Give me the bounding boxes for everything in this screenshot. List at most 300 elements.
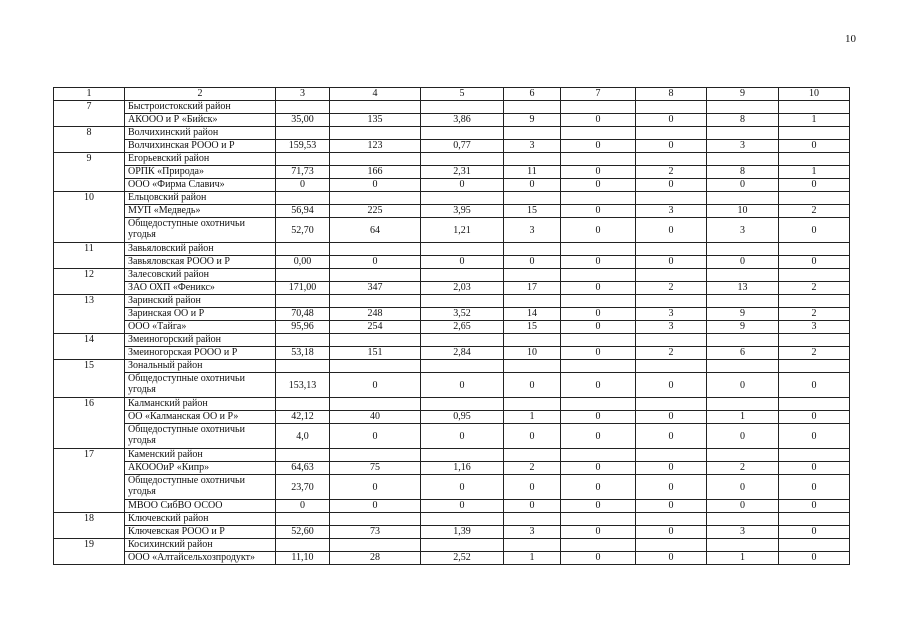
column-number-header: 4: [330, 88, 421, 101]
value-cell-col-4: 28: [330, 552, 421, 565]
value-cell-col-3: 35,00: [276, 114, 330, 127]
empty-cell: [330, 192, 421, 205]
value-cell-col-7: 0: [561, 321, 636, 334]
value-cell-col-5: 0: [421, 256, 504, 269]
value-cell-col-10: 0: [779, 500, 850, 513]
empty-cell: [330, 153, 421, 166]
value-cell-col-9: 10: [707, 205, 779, 218]
organization-name: Волчихинская РООО и Р: [125, 140, 276, 153]
value-cell-col-5: 2,52: [421, 552, 504, 565]
empty-cell: [636, 127, 707, 140]
empty-cell: [779, 153, 850, 166]
value-cell-col-3: 153,13: [276, 373, 330, 398]
value-cell-col-3: 53,18: [276, 347, 330, 360]
district-name: Завьяловский район: [125, 243, 276, 256]
value-cell-col-8: 0: [636, 114, 707, 127]
empty-cell: [561, 398, 636, 411]
value-cell-col-10: 0: [779, 218, 850, 243]
value-cell-col-8: 3: [636, 321, 707, 334]
data-table: [53, 87, 850, 565]
district-row: [54, 101, 850, 114]
empty-cell: [276, 269, 330, 282]
value-cell-col-4: 0: [330, 179, 421, 192]
value-cell-col-4: 166: [330, 166, 421, 179]
district-name: Заринский район: [125, 295, 276, 308]
empty-cell: [504, 101, 561, 114]
value-cell-col-6: 9: [504, 114, 561, 127]
empty-cell: [707, 513, 779, 526]
empty-cell: [421, 295, 504, 308]
empty-cell: [636, 153, 707, 166]
header-row: [54, 88, 850, 101]
organization-name: Ключевская РООО и Р: [125, 526, 276, 539]
district-row: [54, 513, 850, 526]
organization-name: ОО «Калманская ОО и Р»: [125, 411, 276, 424]
column-number-header: 7: [561, 88, 636, 101]
column-number-header: 9: [707, 88, 779, 101]
empty-cell: [504, 360, 561, 373]
value-cell-col-3: 71,73: [276, 166, 330, 179]
value-cell-col-8: 0: [636, 218, 707, 243]
value-cell-col-9: 3: [707, 140, 779, 153]
table-row: [54, 179, 850, 192]
organization-name: Общедоступные охотничьи угодья: [125, 218, 276, 243]
empty-cell: [707, 153, 779, 166]
organization-name: ОРПК «Природа»: [125, 166, 276, 179]
empty-cell: [330, 513, 421, 526]
column-number-header: 2: [125, 88, 276, 101]
value-cell-col-5: 3,86: [421, 114, 504, 127]
empty-cell: [504, 539, 561, 552]
value-cell-col-4: 254: [330, 321, 421, 334]
value-cell-col-8: 2: [636, 347, 707, 360]
value-cell-col-5: 3,52: [421, 308, 504, 321]
value-cell-col-8: 0: [636, 424, 707, 449]
empty-cell: [504, 513, 561, 526]
value-cell-col-10: 3: [779, 321, 850, 334]
table-row: [54, 166, 850, 179]
table-row: [54, 321, 850, 334]
empty-cell: [330, 269, 421, 282]
empty-cell: [707, 295, 779, 308]
value-cell-col-9: 13: [707, 282, 779, 295]
district-name: Каменский район: [125, 449, 276, 462]
empty-cell: [276, 295, 330, 308]
value-cell-col-4: 40: [330, 411, 421, 424]
district-row: [54, 153, 850, 166]
district-row: [54, 192, 850, 205]
organization-name: МВОО СибВО ОСОО: [125, 500, 276, 513]
value-cell-col-8: 0: [636, 373, 707, 398]
value-cell-col-9: 0: [707, 424, 779, 449]
table-row: [54, 500, 850, 513]
value-cell-col-4: 123: [330, 140, 421, 153]
empty-cell: [504, 398, 561, 411]
value-cell-col-10: 0: [779, 256, 850, 269]
value-cell-col-4: 75: [330, 462, 421, 475]
value-cell-col-3: 95,96: [276, 321, 330, 334]
empty-cell: [330, 449, 421, 462]
empty-cell: [779, 513, 850, 526]
organization-name: ЗАО ОХП «Феникс»: [125, 282, 276, 295]
row-number: 14: [54, 334, 125, 360]
organization-name: ООО «Фирма Славич»: [125, 179, 276, 192]
value-cell-col-8: 0: [636, 526, 707, 539]
column-number-header: 10: [779, 88, 850, 101]
row-number: 12: [54, 269, 125, 295]
empty-cell: [779, 269, 850, 282]
table-row: [54, 424, 850, 449]
empty-cell: [421, 334, 504, 347]
empty-cell: [779, 398, 850, 411]
empty-cell: [636, 334, 707, 347]
empty-cell: [421, 513, 504, 526]
empty-cell: [421, 101, 504, 114]
empty-cell: [421, 398, 504, 411]
empty-cell: [504, 334, 561, 347]
value-cell-col-6: 15: [504, 205, 561, 218]
value-cell-col-6: 3: [504, 140, 561, 153]
value-cell-col-7: 0: [561, 526, 636, 539]
value-cell-col-6: 17: [504, 282, 561, 295]
value-cell-col-5: 0,95: [421, 411, 504, 424]
empty-cell: [779, 334, 850, 347]
empty-cell: [779, 295, 850, 308]
value-cell-col-9: 3: [707, 526, 779, 539]
empty-cell: [421, 539, 504, 552]
value-cell-col-6: 2: [504, 462, 561, 475]
district-name: Ключевский район: [125, 513, 276, 526]
empty-cell: [561, 449, 636, 462]
value-cell-col-6: 3: [504, 526, 561, 539]
value-cell-col-10: 0: [779, 179, 850, 192]
value-cell-col-10: 2: [779, 205, 850, 218]
value-cell-col-3: 159,53: [276, 140, 330, 153]
empty-cell: [707, 101, 779, 114]
empty-cell: [636, 295, 707, 308]
value-cell-col-7: 0: [561, 114, 636, 127]
value-cell-col-6: 0: [504, 475, 561, 500]
table-row: [54, 347, 850, 360]
empty-cell: [330, 127, 421, 140]
value-cell-col-3: 52,70: [276, 218, 330, 243]
table-row: [54, 552, 850, 565]
table-row: [54, 218, 850, 243]
value-cell-col-6: 3: [504, 218, 561, 243]
value-cell-col-8: 0: [636, 411, 707, 424]
empty-cell: [504, 449, 561, 462]
value-cell-col-4: 0: [330, 373, 421, 398]
organization-name: АКОООиР «Кипр»: [125, 462, 276, 475]
table-row: [54, 114, 850, 127]
empty-cell: [707, 334, 779, 347]
organization-name: Общедоступные охотничьи угодья: [125, 475, 276, 500]
row-number: 9: [54, 153, 125, 192]
empty-cell: [707, 539, 779, 552]
row-number: 19: [54, 539, 125, 565]
value-cell-col-9: 0: [707, 179, 779, 192]
empty-cell: [330, 101, 421, 114]
value-cell-col-7: 0: [561, 462, 636, 475]
empty-cell: [276, 539, 330, 552]
empty-cell: [779, 243, 850, 256]
value-cell-col-3: 23,70: [276, 475, 330, 500]
value-cell-col-10: 0: [779, 140, 850, 153]
value-cell-col-7: 0: [561, 347, 636, 360]
table-row: [54, 205, 850, 218]
empty-cell: [561, 127, 636, 140]
value-cell-col-9: 2: [707, 462, 779, 475]
empty-cell: [330, 334, 421, 347]
organization-name: МУП «Медведь»: [125, 205, 276, 218]
value-cell-col-10: 1: [779, 166, 850, 179]
table-row: [54, 475, 850, 500]
value-cell-col-5: 0: [421, 475, 504, 500]
value-cell-col-9: 0: [707, 256, 779, 269]
value-cell-col-5: 0,77: [421, 140, 504, 153]
value-cell-col-9: 8: [707, 114, 779, 127]
organization-name: ООО «Алтайсельхозпродукт»: [125, 552, 276, 565]
row-number: 17: [54, 449, 125, 513]
organization-name: Завьяловская РООО и Р: [125, 256, 276, 269]
value-cell-col-10: 0: [779, 526, 850, 539]
empty-cell: [561, 334, 636, 347]
value-cell-col-8: 0: [636, 256, 707, 269]
value-cell-col-10: 0: [779, 411, 850, 424]
value-cell-col-5: 0: [421, 500, 504, 513]
district-row: [54, 334, 850, 347]
value-cell-col-5: 3,95: [421, 205, 504, 218]
empty-cell: [779, 101, 850, 114]
empty-cell: [276, 334, 330, 347]
district-name: Залесовский район: [125, 269, 276, 282]
empty-cell: [276, 243, 330, 256]
district-name: Калманский район: [125, 398, 276, 411]
column-number-header: 6: [504, 88, 561, 101]
value-cell-col-6: 1: [504, 552, 561, 565]
column-number-header: 3: [276, 88, 330, 101]
value-cell-col-9: 9: [707, 321, 779, 334]
empty-cell: [561, 101, 636, 114]
empty-cell: [779, 449, 850, 462]
row-number: 15: [54, 360, 125, 398]
value-cell-col-8: 0: [636, 552, 707, 565]
empty-cell: [421, 449, 504, 462]
value-cell-col-7: 0: [561, 205, 636, 218]
empty-cell: [421, 360, 504, 373]
value-cell-col-10: 2: [779, 308, 850, 321]
organization-name: АКОOO и Р «Бийск»: [125, 114, 276, 127]
value-cell-col-3: 0: [276, 500, 330, 513]
empty-cell: [330, 243, 421, 256]
empty-cell: [504, 153, 561, 166]
value-cell-col-8: 0: [636, 462, 707, 475]
empty-cell: [707, 192, 779, 205]
empty-cell: [779, 192, 850, 205]
value-cell-col-5: 2,84: [421, 347, 504, 360]
value-cell-col-3: 56,94: [276, 205, 330, 218]
value-cell-col-10: 0: [779, 475, 850, 500]
value-cell-col-3: 64,63: [276, 462, 330, 475]
empty-cell: [636, 398, 707, 411]
empty-cell: [561, 513, 636, 526]
value-cell-col-8: 2: [636, 166, 707, 179]
row-number: 10: [54, 192, 125, 243]
table-row: [54, 308, 850, 321]
value-cell-col-5: 2,03: [421, 282, 504, 295]
value-cell-col-8: 2: [636, 282, 707, 295]
value-cell-col-6: 0: [504, 256, 561, 269]
empty-cell: [421, 192, 504, 205]
value-cell-col-5: 1,39: [421, 526, 504, 539]
value-cell-col-4: 0: [330, 500, 421, 513]
value-cell-col-7: 0: [561, 166, 636, 179]
column-number-header: 1: [54, 88, 125, 101]
table-row: [54, 256, 850, 269]
empty-cell: [276, 153, 330, 166]
value-cell-col-5: 0: [421, 179, 504, 192]
value-cell-col-8: 0: [636, 140, 707, 153]
district-row: [54, 127, 850, 140]
empty-cell: [330, 539, 421, 552]
organization-name: Заринская ОО и Р: [125, 308, 276, 321]
value-cell-col-3: 52,60: [276, 526, 330, 539]
empty-cell: [421, 269, 504, 282]
district-row: [54, 398, 850, 411]
value-cell-col-6: 0: [504, 500, 561, 513]
value-cell-col-5: 1,21: [421, 218, 504, 243]
empty-cell: [276, 513, 330, 526]
empty-cell: [636, 539, 707, 552]
value-cell-col-8: 3: [636, 308, 707, 321]
district-row: [54, 243, 850, 256]
value-cell-col-9: 8: [707, 166, 779, 179]
column-number-header: 5: [421, 88, 504, 101]
empty-cell: [636, 101, 707, 114]
district-name: Змеиногорский район: [125, 334, 276, 347]
empty-cell: [636, 449, 707, 462]
district-name: Косихинский район: [125, 539, 276, 552]
empty-cell: [561, 243, 636, 256]
empty-cell: [276, 398, 330, 411]
value-cell-col-6: 1: [504, 411, 561, 424]
empty-cell: [421, 153, 504, 166]
value-cell-col-9: 3: [707, 218, 779, 243]
value-cell-col-6: 11: [504, 166, 561, 179]
empty-cell: [504, 243, 561, 256]
value-cell-col-10: 0: [779, 462, 850, 475]
value-cell-col-4: 225: [330, 205, 421, 218]
district-row: [54, 449, 850, 462]
district-row: [54, 295, 850, 308]
organization-name: ООО «Тайга»: [125, 321, 276, 334]
table-row: [54, 462, 850, 475]
value-cell-col-3: 171,00: [276, 282, 330, 295]
table-row: [54, 411, 850, 424]
empty-cell: [561, 192, 636, 205]
value-cell-col-7: 0: [561, 256, 636, 269]
value-cell-col-5: 2,65: [421, 321, 504, 334]
value-cell-col-6: 10: [504, 347, 561, 360]
empty-cell: [561, 360, 636, 373]
empty-cell: [561, 153, 636, 166]
table-row: [54, 140, 850, 153]
value-cell-col-9: 0: [707, 475, 779, 500]
empty-cell: [421, 127, 504, 140]
value-cell-col-5: 2,31: [421, 166, 504, 179]
value-cell-col-10: 0: [779, 373, 850, 398]
empty-cell: [421, 243, 504, 256]
value-cell-col-7: 0: [561, 500, 636, 513]
table-row: [54, 282, 850, 295]
row-number: 7: [54, 101, 125, 127]
empty-cell: [330, 360, 421, 373]
empty-cell: [707, 398, 779, 411]
district-name: Ельцовский район: [125, 192, 276, 205]
empty-cell: [504, 127, 561, 140]
value-cell-col-10: 1: [779, 114, 850, 127]
empty-cell: [707, 449, 779, 462]
value-cell-col-4: 151: [330, 347, 421, 360]
table-body: [54, 88, 850, 565]
value-cell-col-9: 0: [707, 373, 779, 398]
empty-cell: [561, 539, 636, 552]
value-cell-col-7: 0: [561, 282, 636, 295]
table-row: [54, 373, 850, 398]
value-cell-col-6: 14: [504, 308, 561, 321]
value-cell-col-7: 0: [561, 308, 636, 321]
empty-cell: [504, 295, 561, 308]
empty-cell: [779, 360, 850, 373]
value-cell-col-6: 0: [504, 373, 561, 398]
value-cell-col-5: 0: [421, 373, 504, 398]
value-cell-col-8: 0: [636, 500, 707, 513]
empty-cell: [504, 269, 561, 282]
empty-cell: [636, 360, 707, 373]
value-cell-col-8: 3: [636, 205, 707, 218]
value-cell-col-7: 0: [561, 552, 636, 565]
value-cell-col-4: 248: [330, 308, 421, 321]
empty-cell: [276, 192, 330, 205]
value-cell-col-6: 0: [504, 179, 561, 192]
row-number: 8: [54, 127, 125, 153]
empty-cell: [330, 398, 421, 411]
value-cell-col-9: 6: [707, 347, 779, 360]
district-row: [54, 360, 850, 373]
value-cell-col-7: 0: [561, 424, 636, 449]
value-cell-col-10: 0: [779, 552, 850, 565]
value-cell-col-6: 15: [504, 321, 561, 334]
value-cell-col-7: 0: [561, 411, 636, 424]
row-number: 18: [54, 513, 125, 539]
value-cell-col-9: 1: [707, 411, 779, 424]
organization-name: Общедоступные охотничьи угодья: [125, 373, 276, 398]
value-cell-col-4: 73: [330, 526, 421, 539]
value-cell-col-7: 0: [561, 179, 636, 192]
value-cell-col-7: 0: [561, 475, 636, 500]
value-cell-col-3: 0,00: [276, 256, 330, 269]
value-cell-col-7: 0: [561, 140, 636, 153]
value-cell-col-3: 4,0: [276, 424, 330, 449]
empty-cell: [779, 127, 850, 140]
value-cell-col-10: 2: [779, 282, 850, 295]
district-name: Егорьевский район: [125, 153, 276, 166]
district-name: Волчихинский район: [125, 127, 276, 140]
empty-cell: [707, 127, 779, 140]
value-cell-col-7: 0: [561, 218, 636, 243]
value-cell-col-4: 0: [330, 256, 421, 269]
district-row: [54, 539, 850, 552]
